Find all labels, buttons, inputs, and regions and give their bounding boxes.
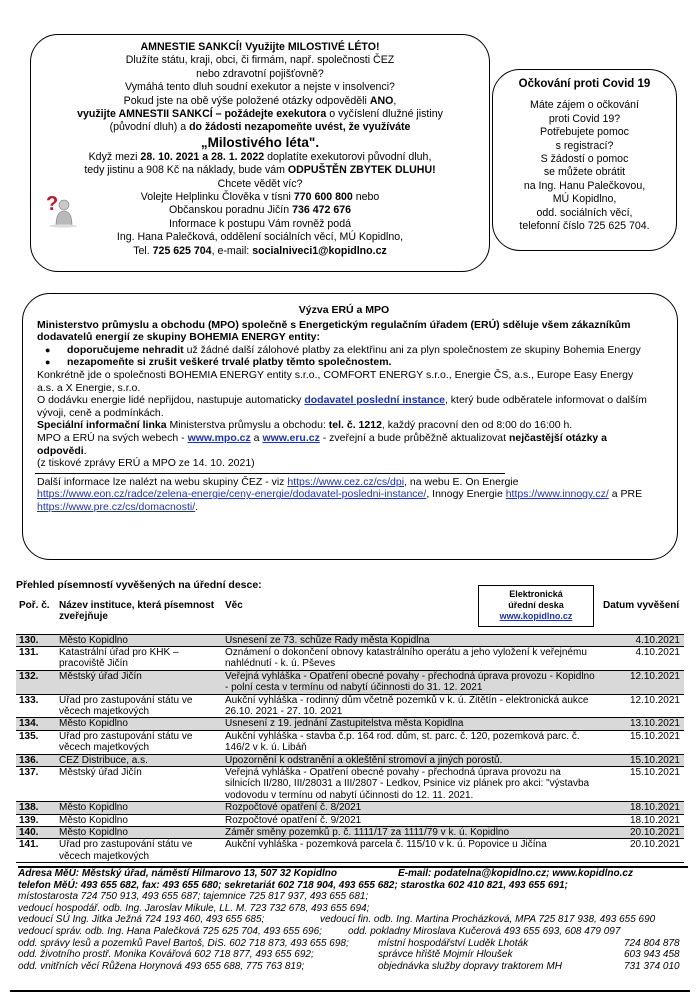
notice-intro: Ministerstvo průmyslu a obchodu (MPO) společně s Energetickým regulačním úřadem (ERÚ) sděluje všem zákazníkům dodavatelů energií ze skupiny BOHEMIA ENERGY entity:	[37, 318, 631, 344]
vaccination-line: MÚ Kopidlno,	[552, 193, 617, 206]
row-number: 139.	[19, 814, 39, 826]
row-subject: Veřejná vyhláška - Opatření obecné povahy - přechodná úprava provozu - Kopidlno - polní cesta v termínu od nabytí účinnosti do 31. 12. 2021	[225, 670, 595, 694]
amnesty-line: tedy jistinu a 908 Kč na náklady, bude vám ODPUŠTĚN ZBYTEK DLUHU!	[84, 164, 436, 177]
row-number: 133.	[19, 694, 39, 706]
row-institution: Město Kopidlno	[59, 718, 128, 730]
footer-row: odd. vnitřních věcí Růžena Horynová 493 655 688, 775 763 819; objednávka služby dopravy traktorem MH 731 374 010	[18, 960, 680, 972]
amnesty-line: Informace k postupu Vám rovněž podá	[169, 217, 351, 230]
eru-mpo-notice-box	[22, 293, 678, 560]
row-number: 138.	[19, 802, 39, 814]
table-row	[16, 694, 684, 718]
row-institution: Městský úřad Jičín	[59, 766, 142, 778]
amnesty-line: Volejte Helplinku Člověka v tísni 770 600 800 nebo	[140, 191, 380, 204]
row-institution: ČEZ Distribuce, a.s.	[59, 754, 148, 766]
header-order: Poř. č.	[19, 600, 50, 611]
footer-contacts	[18, 866, 688, 972]
row-subject: Usnesení z 19. jednání Zastupitelstva města Kopidlna	[225, 718, 464, 730]
pre-link[interactable]: https://www.pre.cz/cs/domacnosti/	[37, 500, 196, 513]
amnesty-line: Chcete vědět víc?	[217, 177, 303, 190]
row-institution: Úřad pro zastupování státu ve věcech majetkových	[59, 839, 193, 862]
header-subject: Věc	[225, 600, 243, 611]
row-date: 20.10.2021	[629, 827, 680, 838]
row-date: 20.10.2021	[629, 839, 680, 851]
amnesty-line: Dlužíte státu, kraji, obci, či firmám, např. společnosti ČEZ	[125, 54, 395, 67]
amnesty-line: Vymáhá tento dluh soudní exekutor a nejste v insolvenci?	[125, 81, 395, 94]
svg-text:?: ?	[46, 193, 59, 215]
row-subject: Upozornění k odstranění a okleštění stromoví a jiných porostů.	[225, 754, 503, 766]
vaccination-line: proti Covid 19?	[548, 112, 621, 125]
table-row	[16, 754, 684, 766]
row-number: 140.	[19, 827, 39, 838]
row-subject: Rozpočtové opatření č. 9/2021	[225, 814, 362, 826]
question-person-icon	[40, 190, 82, 228]
row-subject: Aukční vyhláška - pozemková parcela č. 115/10 v k. ú. Popovice u Jičína	[225, 839, 547, 851]
row-institution: Městský úřad Jičín	[59, 670, 142, 682]
cez-link[interactable]: https://www.cez.cz/cs/dpi	[287, 475, 405, 488]
row-number: 141.	[19, 839, 39, 851]
vaccination-line: S žádostí o pomoc	[540, 153, 629, 166]
notice-bullet: ● doporučujeme nehradit už žádné další zálohové platby za elektřinu ani za plyn společnostem ze skupiny Bohemia Energy	[67, 344, 651, 357]
vaccination-title: Očkování proti Covid 19	[518, 78, 651, 90]
notice-paragraph: Konkrétně jde o společnosti BOHEMIA ENERGY entity s.r.o., COMFORT ENERGY s.r.o., Energie ČS, a.s., Europe Easy Energy a.s. a X Energie, s.r.o.	[37, 368, 634, 394]
footer-row: místostarosta 724 750 913, 493 655 687; tajemnice 725 817 937, 493 655 681;	[18, 891, 369, 903]
row-institution: Město Kopidlno	[59, 802, 128, 814]
notice-source: (z tiskové zprávy ERÚ a MPO ze 14. 10. 2021)	[37, 457, 255, 470]
row-date: 18.10.2021	[629, 814, 680, 826]
amnesty-title: AMNESTIE SANKCÍ! Využijte MILOSTIVÉ LÉTO!	[140, 41, 380, 53]
bottom-rule	[10, 990, 690, 992]
row-date: 15.10.2021	[629, 766, 680, 778]
row-number: 137.	[19, 766, 39, 778]
table-title: Přehled písemností vyvěšených na úřední desce:	[16, 579, 262, 591]
footer-row: odd. správy lesů a pozemků Pavel Bartoš, DiS. 602 718 873, 493 655 698; místní hospodářství Luděk Lhoták 724 804 878	[18, 937, 680, 949]
table-row	[16, 646, 684, 670]
edesk-line: Elektronická	[509, 589, 563, 599]
vaccination-line: se můžete obrátit	[543, 166, 626, 179]
notice-paragraph: Další informace lze nalézt na webu skupiny ČEZ - viz https://www.cez.cz/cs/dpi, na webu E. On Energie https://www.eon.cz/radce/zelena-energie/ceny-energie/dodavatel-posledni-instance/, Innogy Energie https://www.innogy.cz/ a PRE https://www.pre.cz/cs/domacnosti/.	[37, 475, 643, 513]
vaccination-line: Potřebujete pomoc	[540, 126, 629, 139]
mpo-link[interactable]: www.mpo.cz	[187, 431, 251, 444]
row-institution: Město Kopidlno	[59, 814, 128, 826]
row-subject: Veřejná vyhláška - Opatření obecné povahy - přechodná úprava provozu na silnicích II/280, III/28031 a III/2807 - Ledkov, Psinice viz plánek pro akci: "výstavba vodovodu v termínu od nabytí účinnosti do 12. 11. 2021.	[225, 766, 590, 801]
row-subject: Záměr směny pozemků p. č. 1111/17 za 1111/79 v k. ú. Kopidlno	[225, 827, 510, 838]
notice-bullet: ● nezapomeňte si zrušit veškeré trvalé platby těmto společnostem.	[67, 356, 651, 369]
electronic-board-box	[478, 585, 594, 627]
row-date: 13.10.2021	[629, 718, 680, 730]
notice-paragraph: MPO a ERÚ na svých webech - www.mpo.cz a www.eru.cz - zveřejní a bude průběžně aktualizovat nejčastější otázky a odpovědi.	[37, 431, 608, 457]
row-date: 15.10.2021	[629, 730, 680, 742]
row-date: 15.10.2021	[629, 754, 680, 766]
amnesty-line: Ing. Hana Palečková, oddělení sociálních věcí, MÚ Kopidlno,	[116, 231, 404, 244]
row-number: 131.	[19, 646, 39, 658]
row-institution: Úřad pro zastupování státu ve věcech majetkových	[59, 694, 193, 717]
footer-row: vedoucí správ. odb. Ing. Hana Palečková 725 625 704, 493 655 696; odd. pokladny Miroslava Kučerová 493 655 693, 608 479 097	[18, 925, 621, 937]
row-institution: Město Kopidlno	[59, 634, 128, 646]
table-row	[16, 634, 684, 646]
row-subject: Rozpočtové opatření č. 8/2021	[225, 802, 362, 814]
notice-paragraph: Speciální informační linka Ministerstva průmyslu a obchodu: tel. č. 1212, každý pracovní den od 8:00 do 16:00 h.	[37, 419, 573, 432]
row-number: 130.	[19, 634, 39, 646]
footer-row: odd. životního prostř. Monika Kovářová 602 718 877, 493 655 692; správce hřiště Mojmír Hloušek 603 943 458	[18, 949, 680, 961]
row-date: 18.10.2021	[629, 802, 680, 814]
footer-row: vedoucí SÚ Ing. Jitka Ježná 724 193 460, 493 655 685; vedoucí fin. odb. Ing. Martina Procházková, MPA 725 817 938, 493 655 690	[18, 914, 656, 926]
row-date: 4.10.2021	[635, 646, 680, 658]
row-subject: Usnesení ze 73. schůze Rady města Kopidlna	[225, 634, 430, 646]
vaccination-line: s registrací?	[555, 139, 614, 152]
row-number: 132.	[19, 670, 39, 682]
row-institution: Město Kopidlno	[59, 827, 128, 838]
table-row	[16, 718, 684, 730]
row-number: 136.	[19, 754, 39, 766]
amnesty-line: Občanskou poradnu Jičín 736 472 676	[168, 204, 351, 217]
vaccination-line: na Ing. Hanu Palečkovou,	[523, 179, 646, 192]
eru-link[interactable]: www.eru.cz	[262, 431, 320, 444]
table-row	[16, 730, 684, 754]
last-resort-supplier-link[interactable]: dodavatel poslední instance	[304, 394, 445, 407]
amnesty-line: (původní dluh) a do žádosti nezapomeňte uvést, že využíváte	[109, 121, 411, 134]
header-date: Datum vyvěšení	[603, 600, 680, 611]
row-date: 4.10.2021	[635, 634, 680, 646]
row-number: 135.	[19, 730, 39, 742]
row-date: 12.10.2021	[629, 694, 680, 706]
table-row	[16, 814, 684, 826]
footer-row: vedoucí hospodář. odb. Ing. Jaroslav Mikule, LL. M. 723 732 678, 493 655 694;	[18, 902, 370, 914]
row-institution: Úřad pro zastupování státu ve věcech majetkových	[59, 730, 193, 754]
header-institution: Název instituce, která písemnost zveřejňuje	[59, 600, 215, 623]
eon-link[interactable]: https://www.eon.cz/radce/zelena-energie/ceny-energie/dodavatel-posledni-instance/	[37, 488, 427, 501]
vaccination-line: Máte zájem o očkování	[530, 99, 639, 112]
amnesty-highlight: „Milostivého léta".	[200, 134, 320, 150]
notice-title: Výzva ERÚ a MPO	[298, 304, 390, 316]
amnesty-line: Když mezi 28. 10. 2021 a 28. 1. 2022 doplatíte exekutorovi původní dluh,	[88, 150, 432, 163]
edesk-link[interactable]: www.kopidlno.cz	[499, 611, 573, 621]
amnesty-box	[30, 34, 490, 272]
footer-row: Adresa MěÚ: Městský úřad, náměstí Hilmarovo 13, 507 32 Kopidlno E-mail: podatelna@kopidlno.cz; www.kopidlno.cz	[18, 868, 633, 879]
table-row	[16, 802, 684, 814]
row-date: 12.10.2021	[629, 670, 680, 682]
vaccination-line: odd. sociálních věcí,	[536, 206, 633, 219]
notice-paragraph: O dodávku energie lidé nepřijdou, nastupuje automaticky dodavatel poslední instance, který bude odběratele informovat o dalším vývoji, ceně a podmínkách.	[37, 394, 647, 419]
row-subject: Oznámení o dokončení obnovy katastrálního operátu a jeho vyložení k veřejnému nahlédnutí - k. ú. Pševes	[225, 646, 587, 670]
table-row	[16, 670, 684, 694]
amnesty-line: využijte AMNESTII SANKCÍ – požádejte exekutora o vyčíslení dlužné jistiny	[77, 108, 443, 121]
row-subject: Aukční vyhláška - rodinný dům včetně pozemků v k. ú. Žitětín - elektronická aukce 26.10. 2021 - 27. 10. 2021	[225, 694, 589, 717]
amnesty-line: Tel. 725 625 704, e-mail: socialniveci1@kopidlno.cz	[133, 244, 387, 257]
notice-bullets	[37, 344, 651, 369]
row-institution: Katastrální úřad pro KHK – pracoviště Jičín	[59, 646, 179, 670]
amnesty-line: Pokud jste na obě výše položené otázky odpověděli ANO,	[123, 94, 397, 107]
table-row	[16, 827, 684, 839]
divider	[35, 473, 505, 474]
table-row	[16, 766, 684, 801]
vaccination-box	[492, 69, 677, 251]
notice-board-table	[16, 600, 684, 863]
row-number: 134.	[19, 718, 39, 730]
edesk-line: úřední deska	[508, 600, 564, 610]
row-subject: Aukční vyhláška - stavba č.p. 164 rod. dům, st. parc. č. 120, pozemková parc. č. 146/2 v k. ú. Libáň	[225, 730, 580, 754]
amnesty-line: nebo zdravotní pojišťovně?	[196, 67, 324, 80]
table-row	[16, 839, 684, 863]
innogy-link[interactable]: https://www.innogy.cz/	[505, 488, 609, 501]
footer-row: telefon MěÚ: 493 655 682, fax: 493 655 680; sekretariát 602 718 904, 493 655 682; starostka 602 410 821, 493 655 691;	[18, 879, 568, 891]
vaccination-line: telefonní číslo 725 625 704.	[519, 220, 650, 233]
